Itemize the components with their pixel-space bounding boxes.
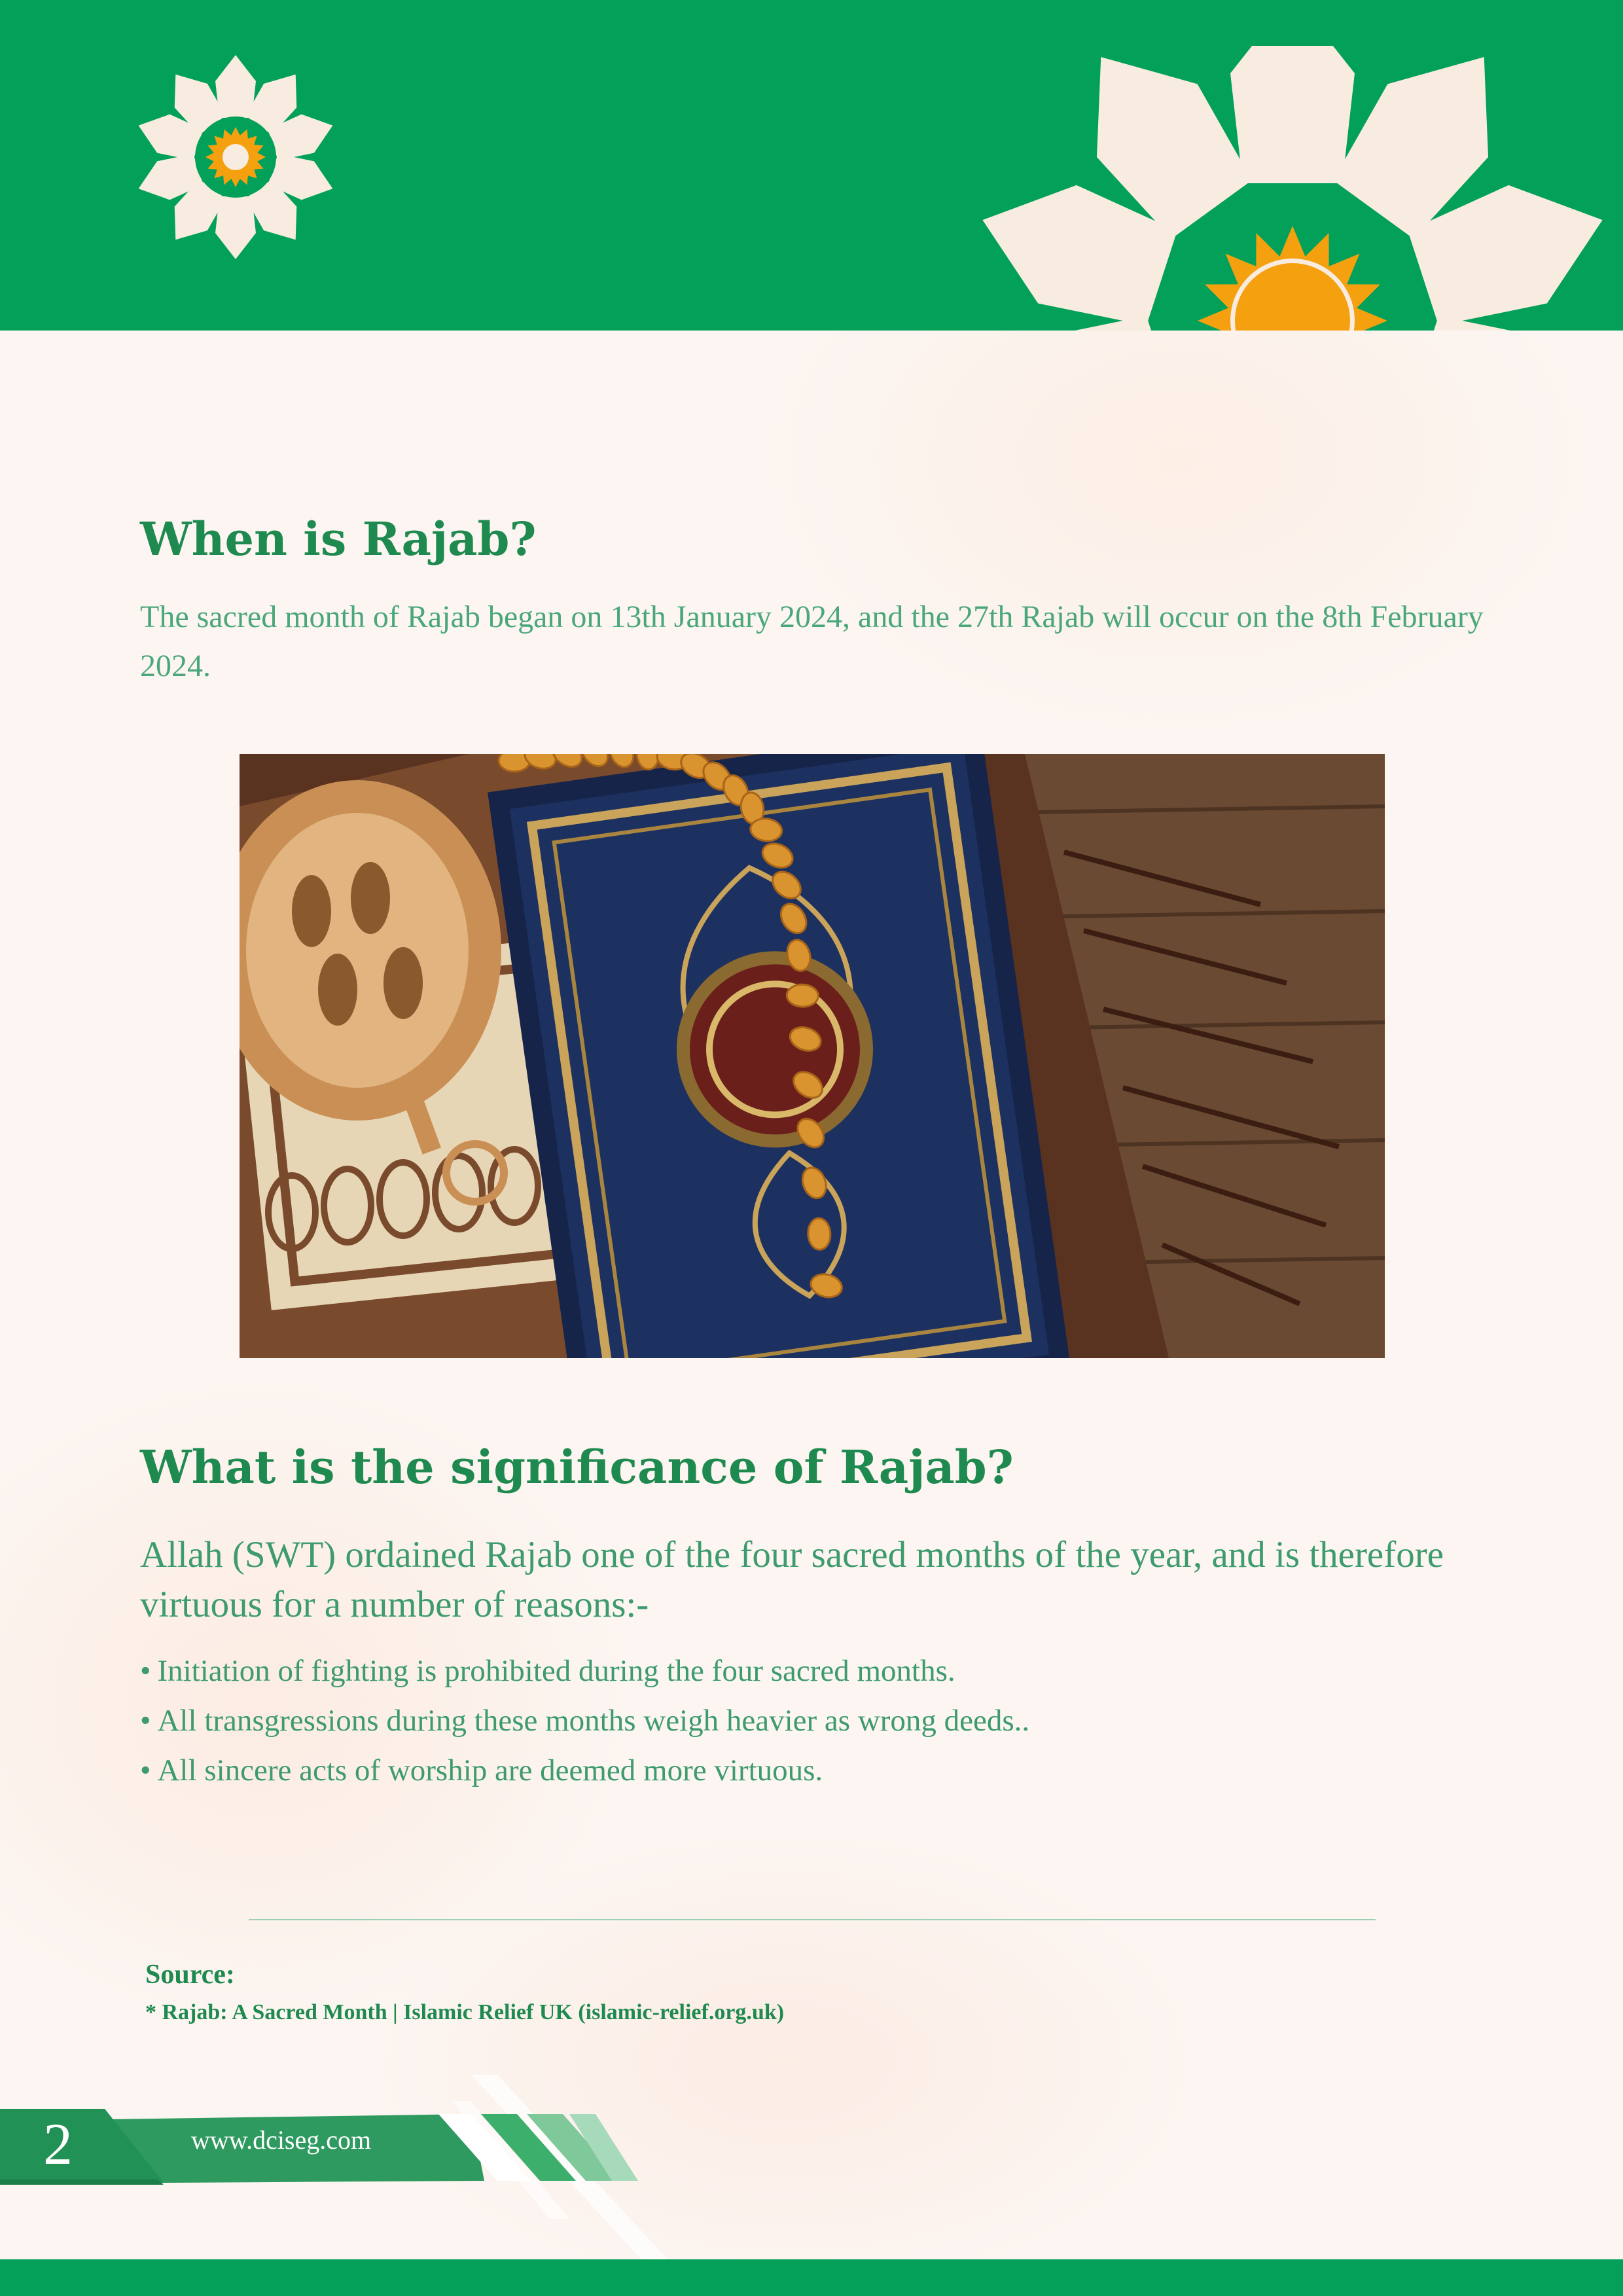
footer-ribbon xyxy=(0,2068,720,2259)
petal-shape xyxy=(1230,46,1355,183)
list-item-text: All transgressions during these months weigh heavier as wrong deeds.. xyxy=(157,1704,1030,1738)
significance-intro-paragraph: Allah (SWT) ordained Rajab one of the four sacred months of the year, and is therefore virtuous for a number of reasons:- xyxy=(140,1534,1444,1625)
list-item-text: All sincere acts of worship are deemed more virtuous. xyxy=(157,1753,823,1787)
source-label: Source: xyxy=(145,1960,235,1990)
footer-band xyxy=(0,2259,1623,2296)
prayer-bead xyxy=(808,1217,831,1250)
list-item xyxy=(140,1746,1029,1795)
divider xyxy=(249,1919,1376,1920)
section-heading-when: When is Rajab? xyxy=(140,512,537,566)
header-band xyxy=(0,0,1623,331)
website-link[interactable]: www.dciseg.com xyxy=(191,2125,372,2155)
page-number: 2 xyxy=(43,2112,73,2177)
prayer-bead xyxy=(787,984,819,1007)
islamic-star-flower-icon xyxy=(982,46,1603,331)
reasons-list xyxy=(140,1646,1029,1795)
rajab-dates-paragraph: The sacred month of Rajab began on 13th January 2024, and the 27th Rajab will occur on the 8th February 2024. xyxy=(140,600,1484,683)
bullet-icon: • xyxy=(140,1753,151,1787)
source-reference-link[interactable]: * Rajab: A Sacred Month | Islamic Relief UK (islamic-relief.org.uk) xyxy=(145,2000,785,2024)
list-item xyxy=(140,1646,1029,1696)
islamic-star-flower-icon xyxy=(131,52,340,262)
quran-photo xyxy=(240,754,1385,1358)
bullet-icon: • xyxy=(140,1704,151,1738)
bullet-icon: • xyxy=(140,1654,151,1688)
list-item xyxy=(140,1696,1029,1746)
section-heading-significance: What is the significance of Rajab? xyxy=(140,1440,1014,1494)
list-item-text: Initiation of fighting is prohibited during the four sacred months. xyxy=(157,1654,955,1688)
